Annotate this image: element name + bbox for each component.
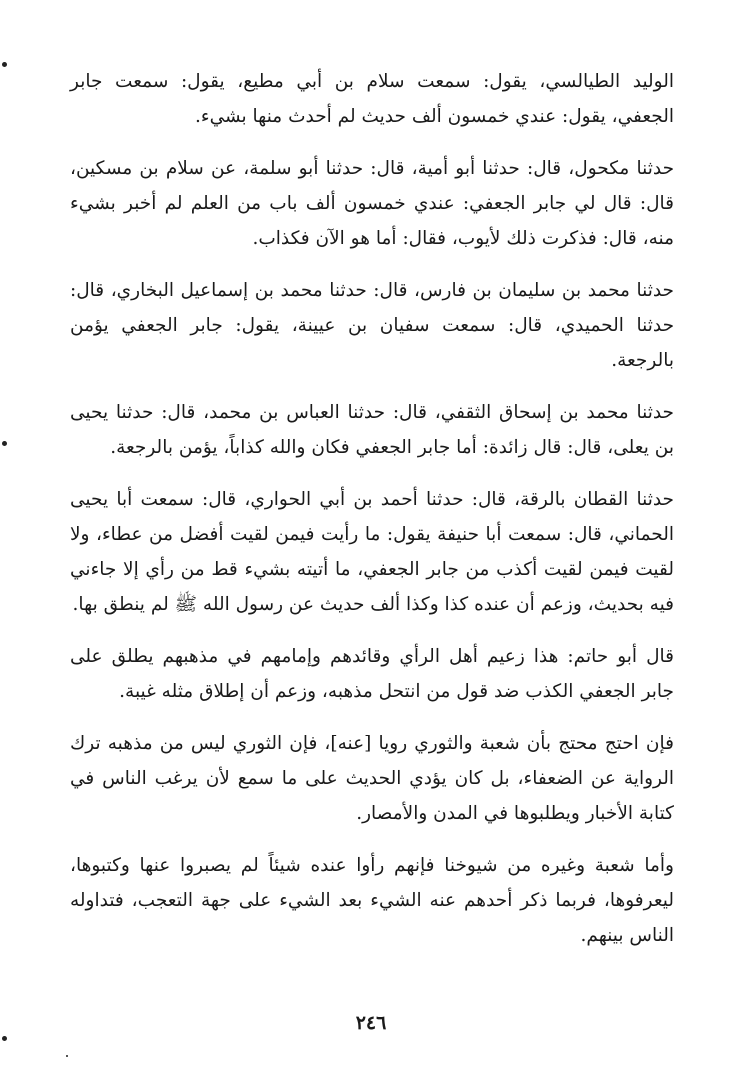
paragraph-6: قال أبو حاتم: هذا زعيم أهل الرأي وقائدهم وإمامهم في مذهبهم يطلق على جابر الجعفي الكذب ضد قول من انتحل مذهبه، وزعم أن إطلاق مثله غيبة. — [70, 646, 674, 702]
margin-mark — [2, 1036, 7, 1041]
paragraph-8: وأما شعبة وغيره من شيوخنا فإنهم رأوا عنده شيئاً لم يصبروا عنها وكتبوها، ليعرفوها، فربما ذكر أحدهم عنه الشيء بعد الشيء على جهة التعجب، فتداوله الناس بينهم. — [70, 855, 674, 946]
paragraph-3: حدثنا محمد بن سليمان بن فارس، قال: حدثنا محمد بن إسماعيل البخاري، قال: حدثنا الحميدي، قال: سمعت سفيان بن عيينة، يقول: جابر الجعفي يؤمن بالرجعة. — [70, 280, 674, 371]
paragraph-7: فإن احتج محتج بأن شعبة والثوري رويا [عنه]، فإن الثوري ليس من مذهبه ترك الرواية عن الضعفاء، بل كان يؤدي الحديث على ما سمع لأن يرغب الناس في كتابة الأخبار ويطلبوها في المدن والأمصار. — [70, 733, 674, 824]
margin-mark — [2, 62, 7, 67]
paragraph-1: الوليد الطيالسي، يقول: سمعت سلام بن أبي مطيع، يقول: سمعت جابر الجعفي، يقول: عندي خمسون ألف حديث لم أحدث منها بشيء. — [70, 71, 674, 127]
margin-mark — [2, 441, 7, 446]
page-body — [70, 64, 674, 970]
paragraph-4: حدثنا محمد بن إسحاق الثقفي، قال: حدثنا العباس بن محمد، قال: حدثنا يحيى بن يعلى، قال: قال زائدة: أما جابر الجعفي فكان والله كذاباً، يؤمن بالرجعة. — [70, 402, 674, 458]
paragraph-2: حدثنا مكحول، قال: حدثنا أبو أمية، قال: حدثنا أبو سلمة، عن سلام بن مسكين، قال: قال لي جابر الجعفي: عندي خمسون ألف باب من العلم لم أخبر بشيء منه، قال: فذكرت ذلك لأيوب، فقال: أما هو الآن فكذاب. — [70, 158, 674, 249]
scan-speck — [66, 1055, 68, 1057]
paragraph-5: حدثنا القطان بالرقة، قال: حدثنا أحمد بن أبي الحواري، قال: سمعت أبا يحيى الحماني، قال: سمعت أبا حنيفة يقول: ما رأيت فيمن لقيت أفضل من عطاء، ولا لقيت فيمن لقيت أكذب من جابر الجعفي، ما أتيته بشيء قط من رأي إلا جاءني فيه بحديث، وزعم أن عنده كذا وكذا ألف حديث عن رسول الله ﷺ لم ينطق بها. — [70, 489, 675, 615]
page-number: ٢٤٦ — [355, 1012, 387, 1034]
